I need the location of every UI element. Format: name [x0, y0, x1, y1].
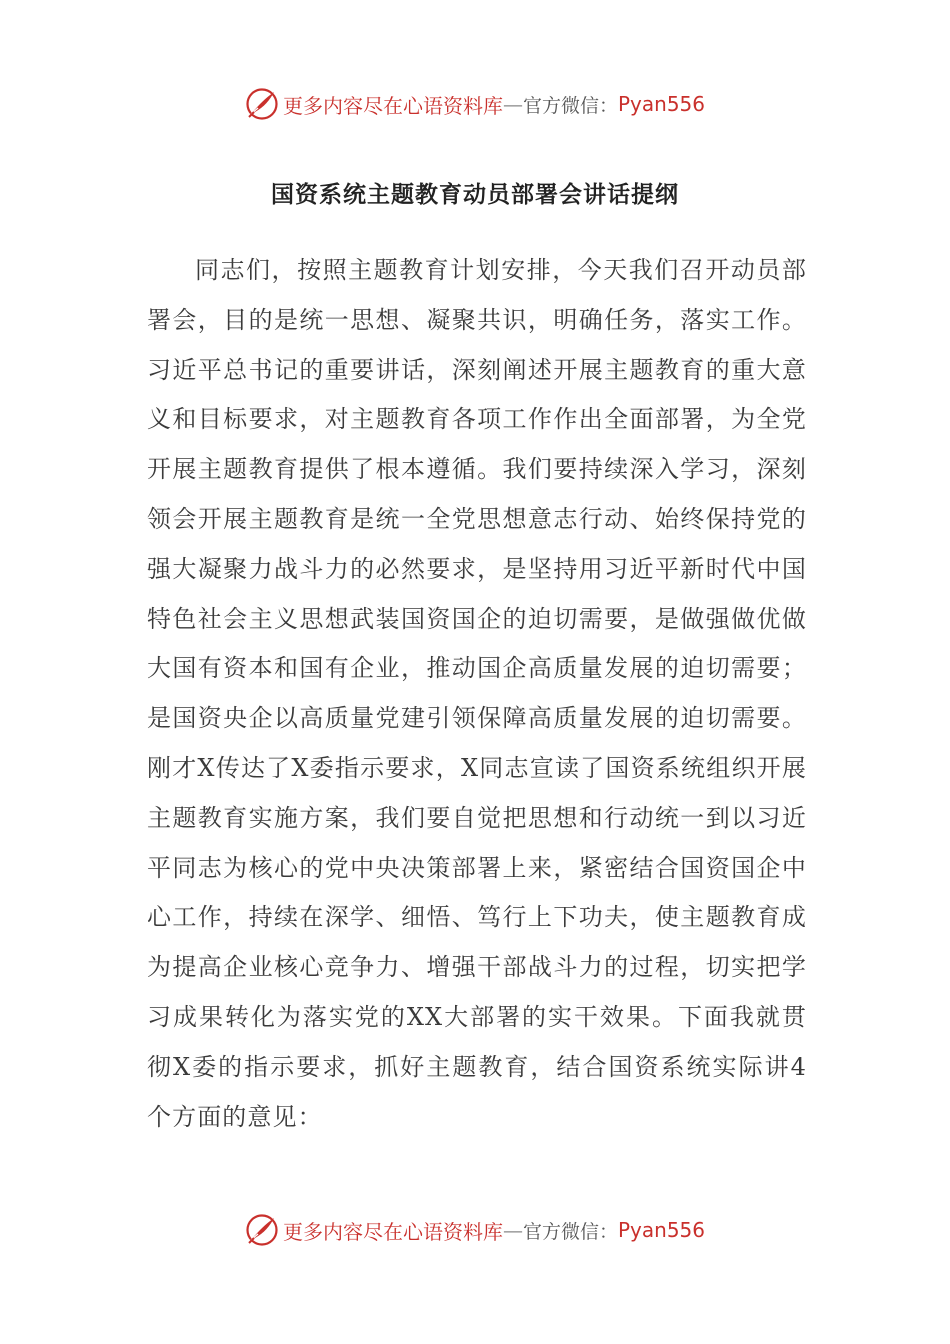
banner-slogan: 更多内容尽在心语资料库 — [282, 93, 503, 118]
header-banner — [0, 84, 950, 124]
banner-slogan: 更多内容尽在心语资料库 — [282, 1219, 503, 1244]
banner-separator: — — [502, 1218, 523, 1242]
quill-pen-logo-icon — [245, 1213, 279, 1247]
banner-wechat-label: 官方微信： — [522, 94, 618, 117]
quill-pen-logo-icon — [245, 87, 279, 121]
banner-separator: — — [502, 92, 523, 116]
banner-wechat-id: Pyan556 — [618, 92, 706, 116]
banner-wechat-id: Pyan556 — [618, 1218, 706, 1242]
banner-wechat-label: 官方微信： — [522, 1220, 618, 1243]
document-body-paragraph: 同志们，按照主题教育计划安排，今天我们召开动员部署会，目的是统一思想、凝聚共识，明确任务，落实工作。习近平总书记的重要讲话，深刻阐述开展主题教育的重大意义和目标要求，对主题教育各项工作作出全面部署，为全党开展主题教育提供了根本遵循。我们要持续深入学习，深刻领会开展主题教育是统一全党思想意志行动、始终保持党的强大凝聚力战斗力的必然要求，是坚持用习近平新时代中国特色社会主义思想武装国资国企的迫切需要，是做强做优做大国有资本和国有企业，推动国企高质量发展的迫切需要；是国资央企以高质量党建引领保障高质量发展的迫切需要。刚才X传达了X委指示要求，X同志宣读了国资系统组织开展主题教育实施方案，我们要自觉把思想和行动统一到以习近平同志为核心的党中央决策部署上来，紧密结合国资国企中心工作，持续在深学、细悟、笃行上下功夫，使主题教育成为提高企业核心竞争力、增强干部战斗力的过程，切实把学习成果转化为落实党的XX大部署的实干效果。下面我就贯彻X委的指示要求，抓好主题教育，结合国资系统实际讲4个方面的意见： — [147, 256, 807, 1131]
document-title: 国资系统主题教育动员部署会讲话提纲 — [271, 182, 679, 208]
footer-banner — [0, 1210, 950, 1250]
